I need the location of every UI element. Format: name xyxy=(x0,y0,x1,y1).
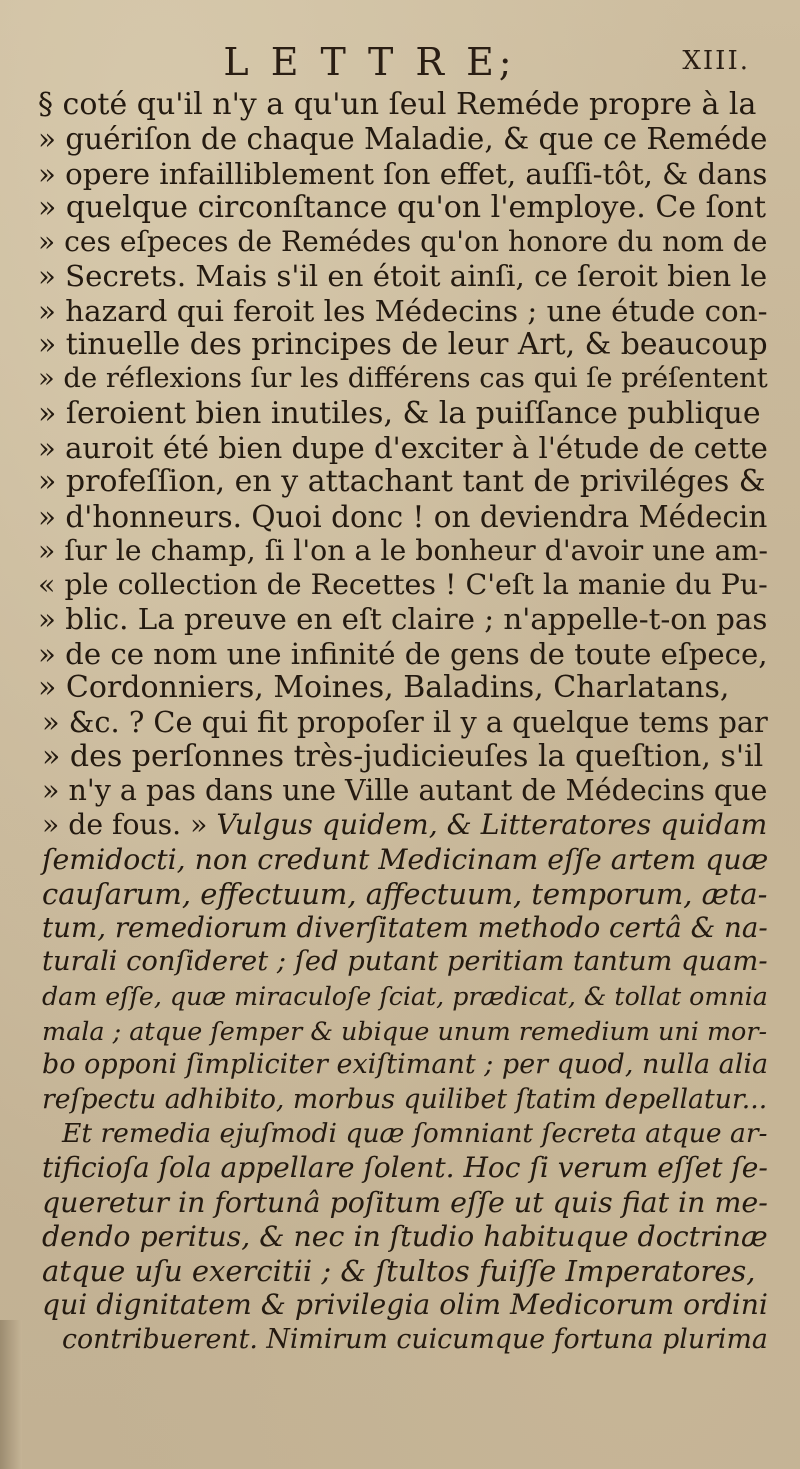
text-line: contribuerent. Nimirum cuicumque fortuna plurima xyxy=(62,1323,768,1355)
text-line: ſemidocti, non credunt Medicinam eſſe artem quæ xyxy=(42,842,768,876)
running-head-title: L E T T R E; xyxy=(223,40,517,84)
text-line: » tinuelle des principes de leur Art, & beaucoup xyxy=(38,328,768,363)
running-head xyxy=(0,40,800,84)
page-folio: XIII. xyxy=(682,46,750,76)
text-line: » profeſſion, en y attachant tant de priviléges & xyxy=(38,465,766,500)
text-line: dendo peritus, & nec in ſtudio habituque doctrinæ xyxy=(42,1219,768,1253)
body-text xyxy=(38,88,768,1357)
text-line: » n'y a pas dans une Ville autant de Médecins que xyxy=(42,773,768,807)
text-line: bo opponi ſimpliciter exiſtimant ; per quod, nulla alia xyxy=(42,1049,768,1081)
text-line: mala ; atque ſemper & ubique unum remedium uni mor- xyxy=(42,1016,768,1047)
text-line: tum, remediorum diverſitatem methodo certâ & na- xyxy=(42,911,768,945)
text-line: » auroit été bien dupe d'exciter à l'étude de cette xyxy=(38,430,768,465)
text-line: cauſarum, effectuum, affectuum, temporum, æta- xyxy=(42,876,768,911)
text-line: » des perſonnes très-judicieuſes la queſtion, s'il xyxy=(42,739,764,774)
text-line: » ces eſpeces de Remédes qu'on honore du nom de xyxy=(38,225,768,259)
text-line: atque uſu exercitii ; & ſtultos fuiſſe Imperatores, xyxy=(42,1254,756,1289)
text-line: » ſeroient bien inutiles, & la puiſſance publique xyxy=(38,396,761,431)
text-line: » blic. La preuve en eſt claire ; n'appelle-t-on pas xyxy=(38,602,768,637)
text-line: reſpectu adhibito, morbus quilibet ſtatim depellatur... xyxy=(42,1083,768,1115)
text-line: » de ce nom une infinité de gens de toute eſpece, xyxy=(38,636,768,671)
text-line: » Cordonniers, Moines, Baladins, Charlatans, xyxy=(38,671,730,706)
text-line: » d'honneurs. Quoi donc ! on deviendra Médecin xyxy=(38,499,768,534)
text-line: dam eſſe, quæ miraculoſe ſciat, prædicat, & tollat omnia xyxy=(42,981,768,1011)
text-line: qui dignitatem & privilegia olim Medicorum ordini xyxy=(42,1288,768,1322)
text-line: » quelque circonſtance qu'on l'employe. Ce ſont xyxy=(38,190,767,225)
text-line: » Secrets. Mais s'il en étoit ainſi, ce ſeroit bien le xyxy=(38,259,768,294)
text-line: » hazard qui feroit les Médecins ; une étude con- xyxy=(38,293,768,328)
text-line: » &c. ? Ce qui fit propoſer il y a quelque tems par xyxy=(42,705,768,740)
text-line: » guériſon de chaque Maladie, & que ce Reméde xyxy=(38,122,768,157)
text-line: queretur in fortunâ poſitum eſſe ut quis fiat in me- xyxy=(42,1185,768,1219)
text-line: » opere infailliblement ſon effet, auſſi-tôt, & dans xyxy=(38,156,768,191)
text-line: » ſur le champ, ſi l'on a le bonheur d'avoir une am- xyxy=(38,533,768,567)
text-line: turali conſideret ; ſed putant peritiam tantum quam- xyxy=(42,946,768,978)
text-line: Et remedia ejuſmodi quæ ſomniant ſecreta atque ar- xyxy=(62,1117,768,1149)
text-line: § coté qu'il n'y a qu'un ſeul Reméde propre à la xyxy=(38,88,757,122)
text-line: tificioſa ſola appellare ſolent. Hoc ſi verum eſſet ſe- xyxy=(42,1151,768,1185)
page-edge-shadow xyxy=(0,1320,22,1469)
text-line: « ple collection de Recettes ! C'eſt la manie du Pu- xyxy=(38,568,768,602)
text-line: » de réflexions ſur les différens cas qui ſe préſentent xyxy=(38,363,768,395)
text-line: » de fous. » Vulgus quidem, & Litteratores quidam xyxy=(42,808,768,842)
